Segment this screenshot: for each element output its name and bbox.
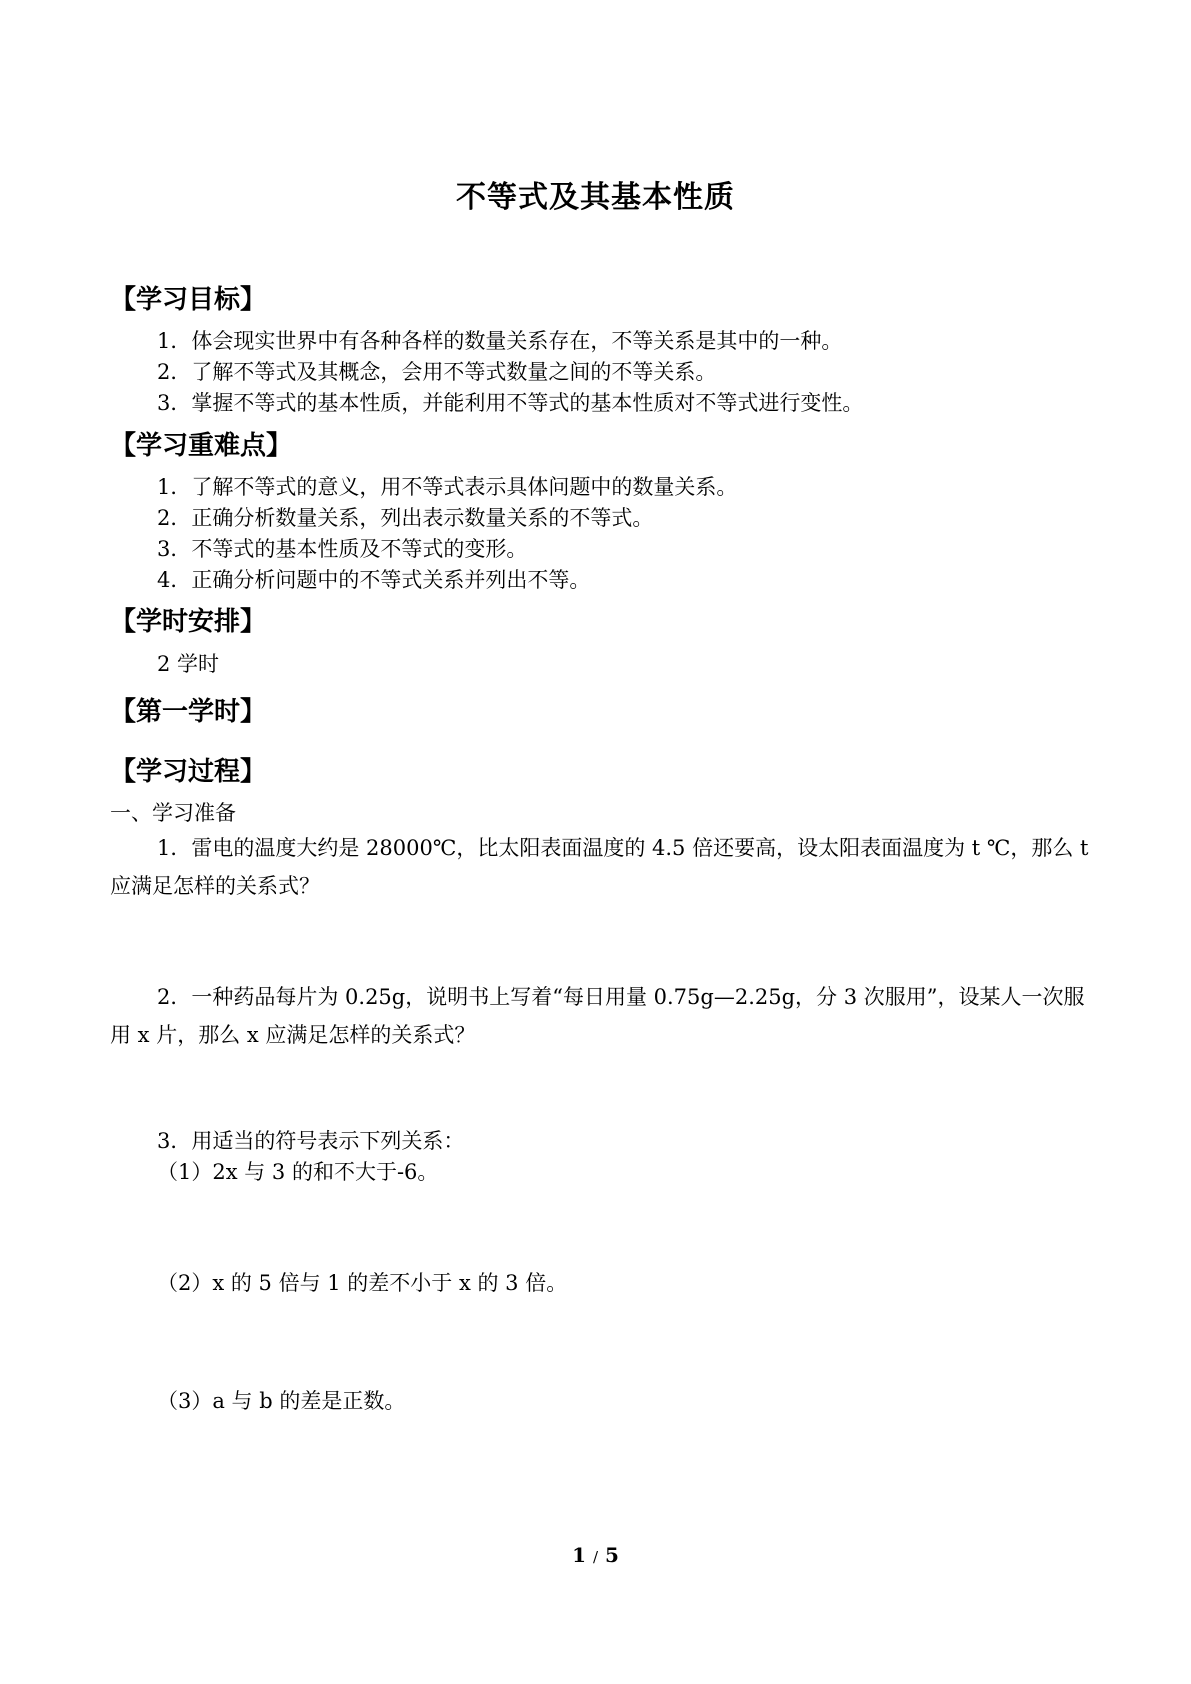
page-number — [0, 1543, 1191, 1567]
key-point-item-2: 2．正确分析数量关系，列出表示数量关系的不等式。 — [157, 506, 654, 530]
heading-objectives: 【学习目标】 — [110, 285, 267, 315]
page-total: 5 — [605, 1543, 619, 1567]
key-point-item-1: 1．了解不等式的意义，用不等式表示具体问题中的数量关系。 — [157, 475, 738, 499]
question-3-part-1: （1）2x 与 3 的和不大于-6。 — [157, 1160, 439, 1184]
question-3-part-3: （3）a 与 b 的差是正数。 — [157, 1389, 406, 1413]
process-subheading: 一、学习准备 — [110, 801, 236, 825]
objective-item-2: 2．了解不等式及其概念，会用不等式数量之间的不等关系。 — [157, 360, 717, 384]
document-title: 不等式及其基本性质 — [456, 180, 735, 215]
key-point-item-4: 4．正确分析问题中的不等式关系并列出不等。 — [157, 568, 591, 592]
heading-first-period: 【第一学时】 — [110, 697, 267, 727]
heading-schedule: 【学时安排】 — [110, 607, 267, 637]
page-separator: / — [592, 1548, 599, 1566]
key-point-item-3: 3．不等式的基本性质及不等式的变形。 — [157, 537, 528, 561]
question-1: 1．雷电的温度大约是 28000℃，比太阳表面温度的 4.5 倍还要高，设太阳表面温度为 t ℃，那么 t 应满足怎样的关系式？ — [110, 836, 1089, 898]
objective-item-1: 1．体会现实世界中有各种各样的数量关系存在，不等关系是其中的一种。 — [157, 329, 843, 353]
page-current: 1 — [572, 1543, 586, 1567]
heading-process: 【学习过程】 — [110, 757, 267, 787]
schedule-text: 2 学时 — [157, 652, 220, 676]
heading-key-points: 【学习重难点】 — [110, 431, 293, 461]
question-2: 2．一种药品每片为 0.25g，说明书上写着“每日用量 0.75g—2.25g，分 3 次服用”，设某人一次服用 x 片，那么 x 应满足怎样的关系式？ — [110, 985, 1085, 1047]
question-3: 3．用适当的符号表示下列关系： — [157, 1129, 465, 1153]
objective-item-3: 3．掌握不等式的基本性质，并能利用不等式的基本性质对不等式进行变性。 — [157, 391, 864, 415]
question-3-part-2: （2）x 的 5 倍与 1 的差不小于 x 的 3 倍。 — [157, 1271, 568, 1295]
